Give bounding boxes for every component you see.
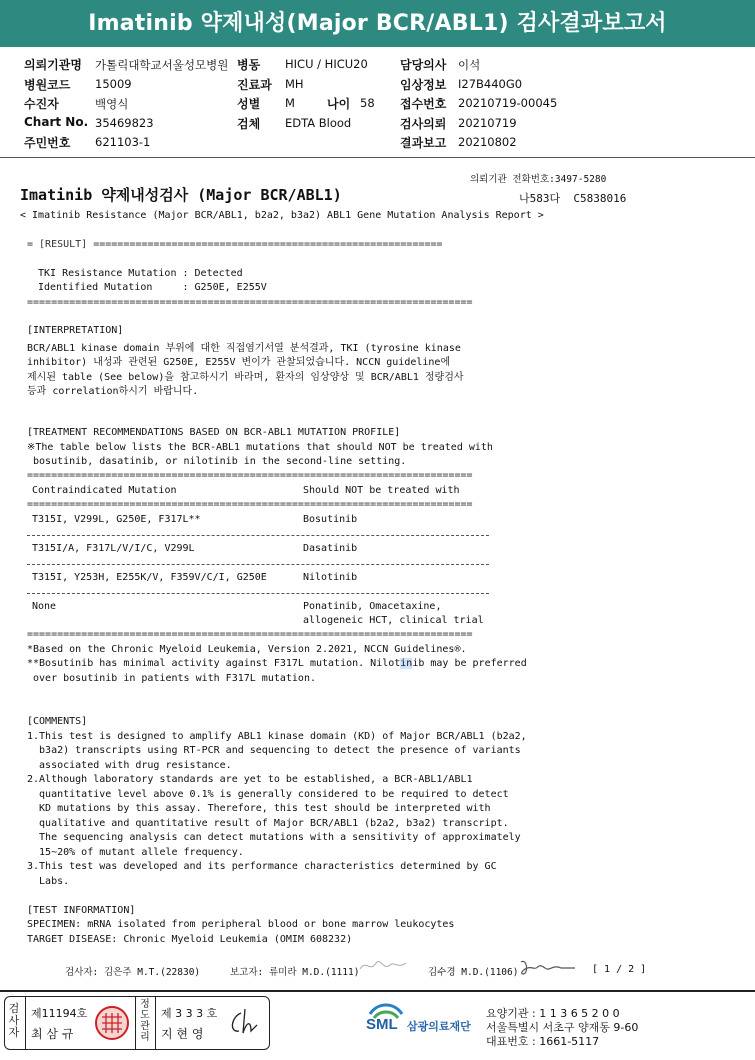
report-title-bar: Imatinib 약제내성(Major BCR/ABL1) 검사결과보고서: [0, 0, 755, 47]
table-row-drug-line2: allogeneic HCT, clinical trial: [303, 615, 484, 626]
table-row-mutation: T315I, Y253H, E255K/V, F359V/C/I, G250E: [32, 572, 267, 583]
comment-line: associated with drug resistance.: [27, 760, 232, 771]
result-tki-status: TKI Resistance Mutation : Detected: [38, 268, 243, 279]
label-clinical-info: 임상정보: [400, 78, 447, 92]
test-info-heading: [TEST INFORMATION]: [27, 905, 136, 916]
value-physician: 이석: [458, 58, 481, 72]
label-chart-no: Chart No.: [24, 115, 89, 129]
value-hospital-code: 15009: [95, 77, 132, 91]
page-number: [ 1 / 2 ]: [592, 964, 647, 975]
reporter-handwritten-signature: [358, 955, 408, 977]
org-phone: 대표번호 : 1661-5117: [486, 1035, 600, 1048]
value-specimen: EDTA Blood: [285, 116, 352, 130]
treatment-note: ※The table below lists the BCR-ABL1 mutations that should NOT be treated with: [27, 442, 493, 453]
interpretation-heading: [INTERPRETATION]: [27, 325, 124, 336]
value-sex: M: [285, 96, 295, 110]
comment-line: 2.Although laboratory standards are yet to be established, a BCR-ABL1/ABL1: [27, 774, 473, 785]
inspector-name: 최 삼 규: [31, 1027, 74, 1041]
label-resident-no: 주민번호: [24, 136, 71, 150]
comment-line: quantitative level above 0.1% is generally considered to be required to detect: [27, 789, 509, 800]
interpretation-line: 등과 correlation하시기 바랍니다.: [27, 386, 199, 397]
result-heading: = [RESULT] ==========================================================: [27, 239, 443, 250]
org-name: 삼광의료재단: [407, 1020, 471, 1033]
result-divider: ==========================================================================: [27, 297, 473, 308]
inspector-vertical-label: 검사자: [8, 1002, 20, 1039]
treatment-heading: [TREATMENT RECOMMENDATIONS BASED ON BCR-ABL1 MUTATION PROFILE]: [27, 427, 401, 438]
reporter2-signature: 김수경 M.D.(1106): [428, 967, 519, 978]
table-row-mutation: T315I/A, F317L/V/I/C, V299L: [32, 543, 195, 554]
selected-text-highlight: in: [400, 658, 413, 669]
treatment-note: bosutinib, dasatinib, or nilotinib in the second-line setting.: [27, 456, 407, 467]
comments-heading: [COMMENTS]: [27, 716, 88, 727]
inspector-seal-icon: [94, 1005, 130, 1041]
table-row-divider: [27, 535, 489, 536]
interpretation-line: BCR/ABL1 kinase domain 부위에 대한 직접염기서열 분석결과, TKI (tyrosine kinase: [27, 343, 461, 354]
label-department: 진료과: [237, 78, 272, 92]
agency-code: 요양기관 : 1 1 3 6 5 2 0 0: [486, 1007, 620, 1020]
test-info-specimen: SPECIMEN: mRNA isolated from peripheral blood or bone marrow leukocytes: [27, 919, 455, 930]
label-report-date: 결과보고: [400, 136, 447, 150]
org-address: 서울특별시 서초구 양재동 9-60: [486, 1021, 639, 1034]
footnote-bosutinib: [27, 658, 527, 669]
value-institution: 가톨릭대학교서울성모병원: [95, 58, 229, 72]
interpretation-line: inhibitor) 내성과 관련된 G250E, E255V 변이가 관찰되었습니다. NCCN guideline에: [27, 357, 451, 368]
comment-line: KD mutations by this assay. Therefore, this test should be interpreted with: [27, 803, 491, 814]
footer-separator: [0, 990, 755, 992]
label-specimen: 검체: [237, 117, 261, 131]
value-age: 58: [360, 96, 375, 110]
label-request-date: 검사의뢰: [400, 117, 447, 131]
label-receipt-no: 접수번호: [400, 97, 447, 111]
label-age: 나이: [327, 97, 351, 111]
value-ward: HICU / HICU20: [285, 57, 368, 71]
table-row-divider: [27, 564, 489, 565]
tester-signature: 검사자: 김은주 M.T.(22830): [65, 967, 201, 978]
comment-line: Labs.: [27, 876, 70, 887]
footnote-text: **Bosutinib has minimal activity against F317L mutation. Nilot: [27, 658, 401, 669]
label-sex: 성별: [237, 97, 261, 111]
value-report-date: 20210802: [458, 135, 517, 149]
comment-line: 15~20% of mutant allele frequency.: [27, 847, 244, 858]
table-header-mutation: Contraindicated Mutation: [32, 485, 177, 496]
footnote-nccn: *Based on the Chronic Myeloid Leukemia, Version 2.2021, NCCN Guidelines®.: [27, 644, 467, 655]
result-mutation: Identified Mutation : G250E, E255V: [38, 282, 267, 293]
label-ward: 병동: [237, 58, 261, 72]
label-institution: 의뢰기관명: [24, 58, 82, 72]
value-resident-no: 621103-1: [95, 135, 151, 149]
table-row-drug: Bosutinib: [303, 514, 358, 525]
label-patient: 수진자: [24, 97, 59, 111]
table-row-drug: Ponatinib, Omacetaxine,: [303, 601, 442, 612]
value-clinical-info: I27B440G0: [458, 77, 523, 91]
interpretation-line: 제시된 table (See below)을 참고하시기 바라며, 환자의 임상양상 및 BCR/ABL1 정량검사: [27, 372, 464, 383]
footnote-bosutinib-cont: over bosutinib in patients with F317L mutation.: [27, 673, 316, 684]
comment-line: qualitative and quantitative result of Major BCR/ABL1 (b2a2, b3a2) transcript.: [27, 818, 509, 829]
phone-line: 의뢰기관 전화번호:3497-5280: [470, 174, 607, 185]
certification-box: [4, 996, 270, 1050]
value-request-date: 20210719: [458, 116, 517, 130]
table-header-drug: Should NOT be treated with: [303, 485, 460, 496]
comment-line: 1.This test is designed to amplify ABL1 kinase domain (KD) of Major BCR/ABL1 (b2a2,: [27, 731, 527, 742]
report-heading: Imatinib 약제내성검사 (Major BCR/ABL1): [20, 186, 342, 204]
table-top-border: ==========================================================================: [27, 470, 473, 481]
label-hospital-code: 병원코드: [24, 78, 71, 92]
reporter-signature: 보고자: 류미라 M.D.(1111): [230, 967, 360, 978]
report-subtitle: < Imatinib Resistance (Major BCR/ABL1, b2a2, b3a2) ABL1 Gene Mutation Analysis Report >: [20, 210, 544, 221]
inspector-license: 제11194호: [31, 1007, 88, 1020]
sml-logo-text: SML: [366, 1016, 398, 1033]
table-bottom-border: ==========================================================================: [27, 629, 473, 640]
label-physician: 담당의사: [400, 58, 447, 72]
value-chart-no: 35469823: [95, 116, 154, 130]
table-row-divider: [27, 593, 489, 594]
approver-vertical-label: 정도관리: [140, 999, 150, 1043]
table-header-border: ==========================================================================: [27, 499, 473, 510]
test-info-disease: TARGET DISEASE: Chronic Myeloid Leukemia (OMIM 608232): [27, 934, 353, 945]
comment-line: The sequencing analysis can detect mutations with a sensitivity of approximately: [27, 832, 521, 843]
table-row-mutation: T315I, V299L, G250E, F317L**: [32, 514, 201, 525]
comment-line: 3.This test was developed and its performance characteristics determined by GC: [27, 861, 497, 872]
value-patient: 백영식: [95, 97, 129, 111]
header-separator: [0, 157, 755, 158]
value-receipt-no: 20210719-00045: [458, 96, 558, 110]
table-row-drug: Nilotinib: [303, 572, 358, 583]
approver-license: 제 3 3 3 호: [161, 1007, 218, 1020]
reporter2-handwritten-signature: [517, 956, 577, 978]
value-department: MH: [285, 77, 304, 91]
table-row-drug: Dasatinib: [303, 543, 358, 554]
approver-handwritten-signature: [227, 1007, 261, 1037]
footnote-text: ib may be preferred: [412, 658, 527, 669]
approver-name: 지 현 영: [161, 1027, 204, 1041]
report-code: 나583다 C5838016: [519, 192, 627, 205]
table-row-mutation: None: [32, 601, 57, 612]
comment-line: b3a2) transcripts using RT-PCR and sequencing to detect the presence of variants: [27, 745, 521, 756]
